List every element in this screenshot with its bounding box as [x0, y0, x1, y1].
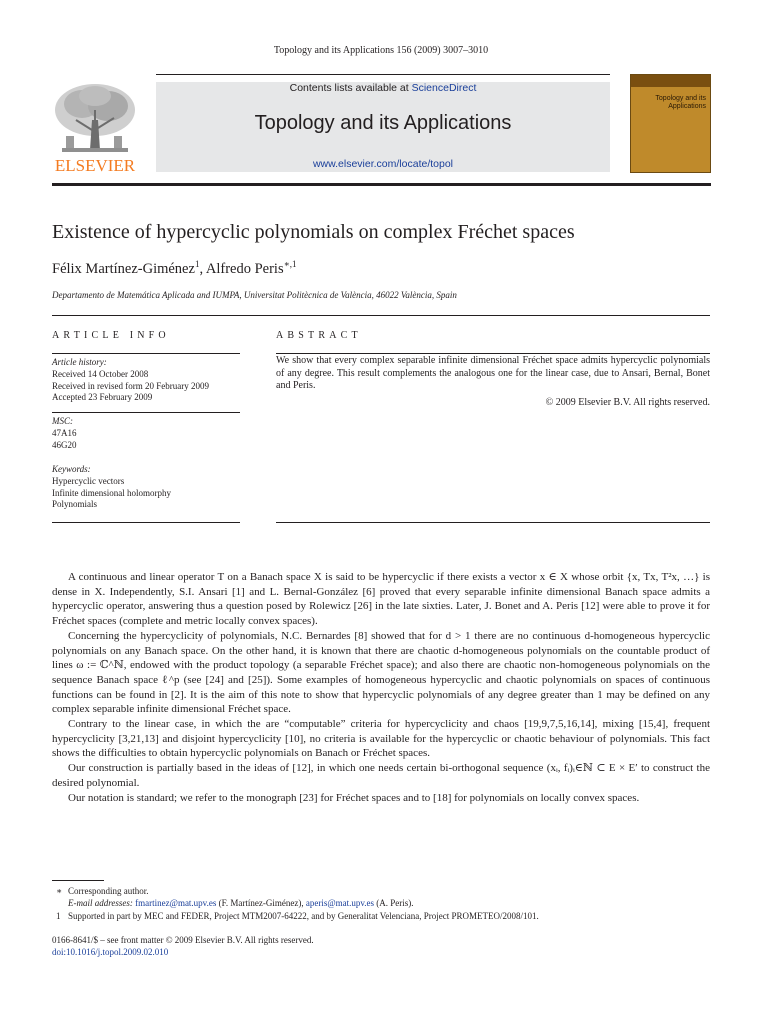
divider [52, 353, 240, 354]
msc-code: 46G20 [52, 439, 77, 450]
author-separator: , [199, 260, 206, 277]
received-date: Received 14 October 2008 [52, 368, 149, 379]
email-owner: (A. Peris). [374, 898, 414, 909]
author-footnote-mark: ∗,1 [283, 259, 297, 269]
header-bottom-rule [52, 183, 711, 186]
abstract-heading: ABSTRACT [276, 330, 362, 341]
keywords [52, 464, 240, 511]
body-paragraph: Our notation is standard; we refer to the monograph [23] for Fréchet spaces and to [18] for polynomials on locally convex spaces. [68, 791, 640, 804]
cover-top-band [631, 75, 710, 87]
cover-title: Topology and its Applications [655, 95, 706, 110]
revised-date: Received in revised form 20 February 2009 [52, 380, 209, 391]
divider [52, 315, 710, 316]
body-paragraph: A continuous and linear operator T on a Banach space X is said to be hypercyclic if there exists a vector x ∈ X whose orbit {x, Tx, T²x, …} is dense in X. Independently, S.I. Ansari [1] and L. Bernal-González [6] proved that every separable infinite dimensional Banach space admits a hypercyclic operator, answering thus a question posed by Rolewicz [26] in the late sixties. Later, J. Bonet and A. Peris [12] were able to prove it for Fréchet spaces (complete and metric locally convex spaces). [52, 571, 710, 628]
article-title: Existence of hypercyclic polynomials on complex Fréchet spaces [52, 221, 575, 243]
footnote-mark: 1 [56, 910, 61, 921]
journal-cover-image [630, 74, 711, 173]
author-name: Alfredo Peris [205, 260, 284, 277]
body-paragraph: Concerning the hypercyclicity of polynomials, N.C. Bernardes [8] showed that for d > 1 there are no continuous d-homogeneous hypercyclic polynomials on any Banach space. On the other hand, it is known that there are chaotic d-homogeneous polynomials on the countable product of lines ω := ℂ^ℕ, endowed with the product topology (a separable Fréchet space); and also there are chaotic non-homogeneous polynomials on the sequence Banach space ℓ^p (see [24] and [25]). Some examples of homogeneous hypercyclic and chaotic polynomials on spaces of continuous functions can be found in [2]. It is the aim of this note to show that hypercyclic polynomials of any degree greater than 1 may be defined on any complex separable infinite dimensional Fréchet space. [52, 629, 710, 716]
elsevier-logo [52, 80, 138, 174]
divider [52, 412, 240, 413]
accepted-date: Accepted 23 February 2009 [52, 392, 153, 403]
running-head: Topology and its Applications 156 (2009) 3007–3010 [273, 45, 489, 56]
footnote-mark: ∗ [56, 886, 63, 896]
msc-label: MSC: [52, 416, 73, 426]
journal-title: Topology and its Applications [254, 112, 512, 134]
copyright-notice: © 2009 Elsevier B.V. All rights reserved. [545, 397, 710, 408]
issn-line: 0166-8641/$ – see front matter © 2009 Elsevier B.V. All rights reserved. [52, 935, 314, 945]
footnote-corresponding [52, 885, 710, 897]
abstract-text: We show that every complex separable infinite dimensional Fréchet space admits hypercyclic polynomials of any degree. This result complements the analogous one for the linear case, due to Ansari, Bernal, Bonet and Peris. [276, 355, 710, 391]
footnote-rule [52, 880, 104, 881]
doi-link[interactable]: doi:10.1016/j.topol.2009.02.010 [52, 947, 169, 958]
footnote-emails [52, 897, 710, 909]
msc-codes [52, 416, 240, 451]
author-name: Félix Martínez-Giménez [52, 260, 195, 277]
history-label: Article history: [52, 357, 107, 367]
body-paragraph: Our construction is partially based in the ideas of [12], in which one needs certain bi-orthogonal sequence (xᵢ, fᵢ)ᵢ∈ℕ ⊂ E × E′ to construct the desired polynomial. [52, 762, 710, 789]
email-label: E-mail addresses: [68, 898, 133, 909]
email-owner: (F. Martínez-Giménez), [216, 898, 306, 909]
footnote-text: Corresponding author. [68, 886, 149, 896]
keyword: Hypercyclic vectors [52, 475, 125, 486]
article-info-heading: ARTICLE INFO [52, 330, 170, 341]
divider [276, 522, 710, 523]
divider [52, 522, 240, 523]
sciencedirect-link[interactable]: ScienceDirect [411, 82, 477, 94]
contents-line [156, 82, 610, 94]
footnote-funding [52, 910, 710, 922]
front-matter [52, 934, 314, 959]
footnote-text: Supported in part by MEC and FEDER, Project MTM2007-64222, and by Generalitat Velenciana, Project PROMETEO/2008/101. [68, 910, 539, 921]
header-top-rule [156, 74, 610, 75]
article-body [52, 570, 710, 805]
email-link[interactable]: fmartinez@mat.upv.es [135, 898, 217, 909]
body-paragraph: Contrary to the linear case, in which the are “computable” criteria for hypercyclicity and chaos [19,9,7,5,16,14], mixing [15,4], frequent hypercyclicity [3,21,13] and disjoint hypercyclicity [10], no criteria is available for the hypercyclic or chaotic behaviour of polynomials. This fact shows the difficulties to obtain hypercyclic polynomials on Banach or Fréchet spaces. [52, 718, 710, 760]
keyword: Polynomials [52, 499, 98, 510]
journal-url-link[interactable]: www.elsevier.com/locate/topol [312, 158, 454, 170]
article-history [52, 357, 240, 404]
msc-code: 47A16 [52, 427, 77, 438]
email-link[interactable]: aperis@mat.upv.es [305, 898, 375, 909]
divider [276, 353, 710, 354]
author-list [52, 259, 296, 278]
footnotes [52, 885, 710, 922]
contents-prefix: Contents lists available at [289, 82, 412, 94]
keywords-label: Keywords: [52, 464, 91, 474]
author-footnote-mark: 1 [194, 259, 200, 269]
affiliation: Departamento de Matemática Aplicada and IUMPA, Universitat Politècnica de València, 46022 València, Spain [52, 290, 457, 300]
elsevier-wordmark: ELSEVIER [54, 156, 136, 175]
keyword: Infinite dimensional holomorphy [52, 487, 171, 498]
